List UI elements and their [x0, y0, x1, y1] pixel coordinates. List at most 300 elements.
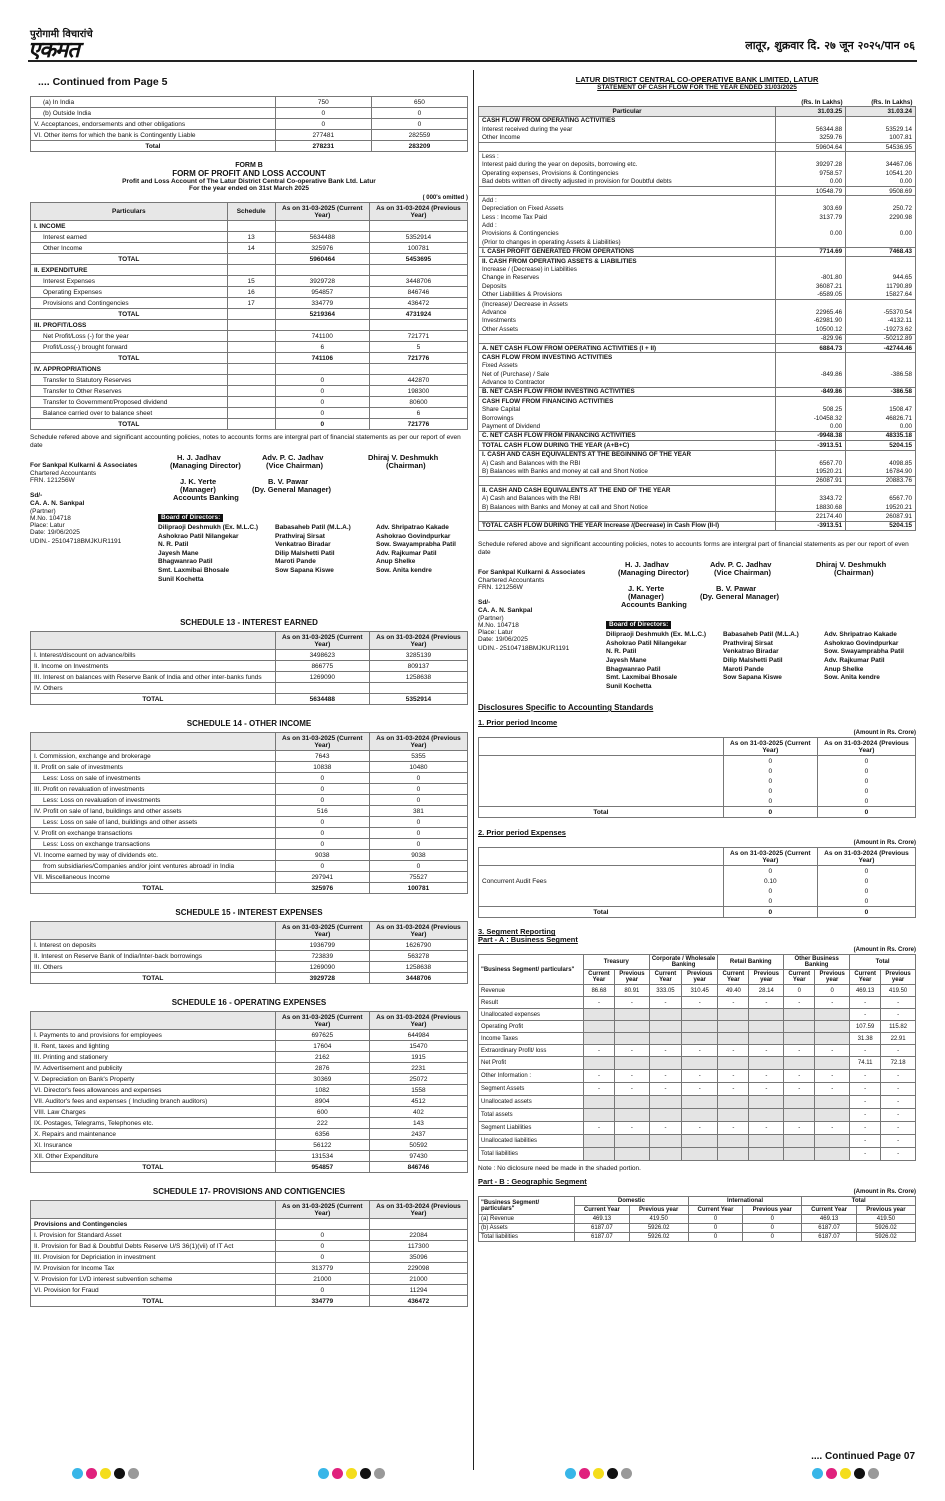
table-row [31, 119, 468, 130]
table-row [479, 766, 916, 776]
table-row [31, 962, 468, 973]
table-cell [275, 683, 369, 694]
table-cell [776, 379, 846, 388]
registration-dot [868, 1468, 879, 1479]
table-cell: 17 [227, 298, 275, 309]
table-cell: 741106 [275, 353, 369, 364]
table-cell: 723839 [275, 951, 369, 962]
table-cell: - [718, 1122, 749, 1135]
table-row [31, 141, 468, 152]
col-year: Current Year [718, 970, 749, 985]
table-cell [583, 1109, 614, 1122]
table-cell: - [881, 997, 916, 1009]
table-cell: Payment of Dividend [479, 422, 776, 431]
table-cell: 0 [688, 1233, 743, 1242]
signatory-name: J. K. Yerte [180, 477, 217, 486]
table-cell: - [850, 1122, 881, 1135]
segment-row [479, 985, 916, 997]
table-row [31, 672, 468, 683]
table-row [31, 883, 468, 894]
table-cell: 0 [369, 773, 467, 784]
table-cell [615, 1033, 650, 1045]
table-row [31, 1162, 468, 1173]
table-row [31, 320, 468, 331]
s17-title: SCHEDULE 17- PROVISIONS AND CONTIGENCIES [152, 1187, 346, 1196]
table-cell: 39297.28 [776, 161, 846, 169]
table-cell: TOTAL [31, 419, 228, 430]
table-cell: 9508.69 [846, 186, 916, 195]
director-name: Adv. Rajkumar Patil [376, 549, 437, 557]
table-cell: III. Others [31, 962, 276, 973]
table-cell: 0.00 [846, 422, 916, 431]
table-cell: - [718, 1045, 749, 1057]
table-cell: 15827.64 [846, 291, 916, 300]
table-cell: 117300 [369, 1241, 467, 1252]
table-cell: 5204.15 [846, 441, 916, 450]
table-cell: II. CASH FROM OPERATING ASSETS & LIABILITIES [479, 257, 776, 266]
cashflow-row [479, 221, 916, 229]
geo-row [479, 1215, 916, 1224]
table-cell: Other Information : [479, 1070, 584, 1083]
table-cell: III. Profit on revaluation of investments [31, 784, 276, 795]
table-cell: 0 [275, 795, 369, 806]
table-cell: 0 [275, 828, 369, 839]
cashflow-row [479, 486, 916, 495]
cashflow-row [479, 362, 916, 370]
col-year: Current Year [649, 970, 681, 985]
table-cell: 26087.91 [846, 512, 916, 521]
table-row [31, 1296, 468, 1307]
table-cell: 16 [227, 287, 275, 298]
table-cell [479, 186, 776, 195]
partner-name: CA. A. N. Sankpal [30, 500, 85, 507]
table-cell: - [682, 1122, 718, 1135]
col-international: International [688, 1197, 802, 1206]
table-row [31, 232, 468, 243]
ppe-title: 2. Prior period Expenses [478, 828, 566, 838]
col-current: As on 31-03-2025 (Current Year) [275, 1201, 369, 1219]
table-cell: VI. Provision for Fraud [31, 1285, 276, 1296]
table-cell: 0 [723, 807, 817, 818]
table-cell [718, 1096, 749, 1109]
table-cell [227, 309, 275, 320]
director-name: Sow. Swayamprabha Patil [824, 648, 904, 656]
board-label: Board of Directors: [158, 514, 223, 522]
table-row [31, 1252, 468, 1263]
table-cell: (b) Assets [479, 1224, 575, 1233]
table-cell: 1269090 [275, 672, 369, 683]
table-cell [479, 334, 776, 343]
table-cell: VIII. Law Charges [31, 1107, 276, 1118]
table-cell: 131534 [275, 1151, 369, 1162]
table-cell [275, 265, 369, 276]
table-cell: Share Capital [479, 406, 776, 414]
table-cell [615, 1148, 650, 1161]
table-cell: 469.13 [850, 985, 881, 997]
table-cell: 436472 [369, 298, 467, 309]
unit-label: (Rs. In Lakhs) [801, 98, 843, 106]
prior-expenses-table [478, 847, 916, 918]
director-name: Sow Sapana Kiswe [723, 674, 782, 682]
table-cell: 229098 [369, 1263, 467, 1274]
cashflow-row [479, 125, 916, 133]
table-cell: 1915 [369, 1052, 467, 1063]
table-cell [776, 353, 846, 362]
table-cell [776, 265, 846, 273]
table-row [31, 309, 468, 320]
table-cell: 8904 [275, 1096, 369, 1107]
cashflow-row [479, 317, 916, 325]
table-cell: 143 [369, 1118, 467, 1129]
table-cell: Total [479, 807, 724, 818]
signatory-name: J. K. Yerte [628, 584, 665, 594]
registration-dot [854, 1468, 865, 1479]
table-row [31, 940, 468, 951]
cashflow-row [479, 467, 916, 476]
table-cell: - [881, 1009, 916, 1021]
table-cell: TOTAL [31, 883, 276, 894]
table-row [31, 419, 468, 430]
table-cell: 30369 [275, 1074, 369, 1085]
table-cell: 9038 [369, 850, 467, 861]
table-cell: - [749, 1122, 784, 1135]
table-cell: - [583, 1070, 614, 1083]
signatory-name: Adv. P. C. Jadhav [710, 560, 772, 570]
table-cell: 198300 [369, 386, 467, 397]
table-cell: TOTAL CASH FLOW DURING THE YEAR (A+B+C) [479, 441, 776, 450]
table-cell: A) Cash and Balances with the RBI [479, 495, 776, 503]
table-cell: 5926.02 [856, 1224, 915, 1233]
table-cell: - [850, 1009, 881, 1021]
table-cell: 2876 [275, 1063, 369, 1074]
board-label: Board of Directors: [606, 621, 671, 629]
table-cell [776, 152, 846, 161]
table-cell: 0 [275, 861, 369, 872]
table-cell: Profit/Loss(-) brought forward [31, 342, 228, 353]
table-cell: Less : [479, 152, 776, 161]
table-cell: Add : [479, 196, 776, 205]
table-cell: Operating Profit [479, 1021, 584, 1033]
table-cell: 0 [723, 886, 817, 896]
table-cell: VI. Director's fees allowances and expenses [31, 1085, 276, 1096]
table-cell: Less: Loss on revaluation of investments [31, 795, 276, 806]
schedule-14-table [30, 732, 468, 894]
table-row [31, 1129, 468, 1140]
schedule-15-table [30, 921, 468, 984]
table-cell [682, 1009, 718, 1021]
table-cell: Less : Income Tax Paid [479, 213, 776, 221]
table-cell: II. Profit on sale of investments [31, 762, 276, 773]
signatory-role: (Dy. General Manager) [252, 485, 332, 494]
table-cell: 6356 [275, 1129, 369, 1140]
director-name: Dilipraoji Deshmukh (Ex. M.L.C.) [158, 524, 259, 531]
table-cell: 19520.21 [776, 467, 846, 476]
table-cell [275, 364, 369, 375]
table-cell [846, 221, 916, 229]
table-cell [776, 196, 846, 205]
cashflow-row [479, 459, 916, 467]
table-cell: 954857 [275, 1162, 369, 1173]
table-cell: 59604.64 [776, 142, 846, 151]
col-year: Current Year [784, 970, 815, 985]
table-cell: 0.10 [723, 876, 817, 886]
table-cell: - [881, 1135, 916, 1148]
table-cell [846, 257, 916, 266]
signatory-role: (Vice Chairman) [266, 461, 323, 470]
table-cell: Borrowings [479, 414, 776, 422]
table-cell: 6884.73 [776, 343, 846, 352]
table-cell: - [815, 1070, 850, 1083]
table-cell: 5926.02 [629, 1233, 688, 1242]
table-cell: 0 [275, 397, 369, 408]
cashflow-row [479, 450, 916, 459]
table-cell [749, 1009, 784, 1021]
table-cell: Segment Liabilities [479, 1122, 584, 1135]
table-cell: 1936799 [275, 940, 369, 951]
col-retail: Retail Banking [718, 955, 784, 970]
table-cell: Total assets [479, 1109, 584, 1122]
table-cell: Advance [479, 308, 776, 316]
table-cell [227, 320, 275, 331]
table-cell: 11790.89 [846, 282, 916, 290]
col-current: As on 31-03-2025 (Current Year) [275, 632, 369, 650]
disclosures-title: Disclosures Specific to Accounting Standards [478, 703, 654, 713]
cashflow-row [479, 343, 916, 352]
table-cell: 7714.69 [776, 247, 846, 256]
table-cell: Unallocated assets [479, 1096, 584, 1109]
table-cell [615, 1021, 650, 1033]
director-name: Ashokrao Govindpurkar [824, 639, 899, 647]
table-cell [749, 1148, 784, 1161]
table-cell [815, 1057, 850, 1070]
director-name: Smt. Laxmibai Bhosale [158, 567, 230, 574]
table-row [31, 784, 468, 795]
table-cell: Interest paid during the year on deposits, borrowing etc. [479, 161, 776, 169]
table-cell: 10480 [369, 762, 467, 773]
table-row [31, 1085, 468, 1096]
cashflow-row [479, 265, 916, 273]
col-year: Previous year [629, 1206, 688, 1215]
table-row [31, 1241, 468, 1252]
col-current: As on 31-03-2025 (Current Year) [723, 848, 817, 866]
table-cell: 4731924 [369, 309, 467, 320]
col-total: Total [850, 955, 916, 970]
table-cell: 2231 [369, 1063, 467, 1074]
segment-note: Note : No diclosure need be made in the shaded portion. [478, 1165, 641, 1173]
table-cell [749, 1021, 784, 1033]
sig-text: Date: 19/06/2025 [478, 636, 528, 644]
table-cell [227, 353, 275, 364]
table-cell: 28.14 [749, 985, 784, 997]
table-cell [776, 486, 846, 495]
segment-row [479, 1021, 916, 1033]
table-row [31, 1118, 468, 1129]
table-cell: 18830.68 [776, 503, 846, 512]
table-cell: 11294 [369, 1285, 467, 1296]
table-row [31, 795, 468, 806]
table-cell: - [583, 1083, 614, 1096]
segment-title: 3. Segment Reporting [478, 927, 556, 937]
table-cell: Transfer to Other Reserves [31, 386, 228, 397]
table-cell [718, 1021, 749, 1033]
table-cell: 0 [743, 1215, 802, 1224]
table-cell: - [682, 997, 718, 1009]
table-cell: - [881, 1045, 916, 1057]
table-cell: 50592 [369, 1140, 467, 1151]
table-cell: - [850, 997, 881, 1009]
table-cell: 0 [369, 839, 467, 850]
table-row [31, 973, 468, 984]
table-cell [846, 353, 916, 362]
business-segment-table [478, 954, 916, 1161]
table-cell: 22174.40 [776, 512, 846, 521]
table-row [31, 331, 468, 342]
table-cell: -3913.51 [776, 441, 846, 450]
signatory-role: (Dy. General Manager) [700, 592, 780, 602]
table-row [31, 683, 468, 694]
table-cell: 5926.02 [856, 1233, 915, 1242]
col-year: Previous year [881, 970, 916, 985]
table-cell: Change in Reserves [479, 274, 776, 282]
segment-row [479, 1148, 916, 1161]
table-row [479, 756, 916, 767]
table-row [31, 298, 468, 309]
s16-title: SCHEDULE 16 - OPERATING EXPENSES [171, 998, 327, 1007]
table-cell: Interest Expenses [31, 276, 228, 287]
table-cell: 0 [784, 985, 815, 997]
cashflow-row [479, 213, 916, 221]
col-current: As on 31-03-2025 (Current Year) [723, 738, 817, 756]
geo-row [479, 1224, 916, 1233]
table-cell: 3498623 [275, 650, 369, 661]
table-cell: 0 [723, 796, 817, 807]
table-cell: 6187.07 [802, 1233, 857, 1242]
table-cell: XI. Insurance [31, 1140, 276, 1151]
sig-text: (Partner) [30, 508, 56, 515]
table-cell: IV. Advertisement and publicity [31, 1063, 276, 1074]
table-row [31, 839, 468, 850]
table-cell: -4132.11 [846, 317, 916, 325]
udin: UDIN.- 25104718BMJKUR1191 [478, 645, 570, 653]
cashflow-row [479, 196, 916, 205]
table-cell: 16784.90 [846, 467, 916, 476]
table-cell [682, 1096, 718, 1109]
table-cell: - [881, 1109, 916, 1122]
table-cell [369, 683, 467, 694]
signatory-name: Dhiraj V. Deshmukh [368, 453, 439, 462]
table-cell: - [615, 1045, 650, 1057]
table-cell: Total liabilities [479, 1148, 584, 1161]
signature-block [30, 454, 468, 604]
schedule-note: Schedule refered above and significant accounting policies, notes to accounts forms are intergral part of financial statements as per our report of even date [30, 434, 461, 449]
col-year: Previous year [743, 1206, 802, 1215]
table-row [479, 866, 916, 877]
signatory-name: B. V. Pawar [716, 584, 757, 594]
table-cell: - [749, 1083, 784, 1096]
sig-text: M.No. 104718 [478, 622, 519, 630]
table-cell: - [682, 1045, 718, 1057]
table-cell: 282559 [371, 130, 467, 141]
table-row [31, 1052, 468, 1063]
table-cell: - [784, 1045, 815, 1057]
director-name: Jayesh Mane [158, 549, 199, 557]
table-cell: 3343.72 [776, 495, 846, 503]
signatory-role: (Manager) [628, 592, 664, 602]
table-cell [275, 320, 369, 331]
table-cell [227, 265, 275, 276]
table-row [31, 375, 468, 386]
firm-name: For Sankpal Kulkarni & Associates [30, 462, 138, 469]
col-year: Previous year [682, 970, 718, 985]
table-row [31, 1274, 468, 1285]
director-name: Dilip Malshetti Patil [275, 549, 335, 557]
table-row [31, 1263, 468, 1274]
table-cell: 56344.88 [776, 125, 846, 133]
table-cell: 0.00 [846, 178, 916, 187]
registration-dot [346, 1468, 357, 1479]
table-cell: 0 [743, 1224, 802, 1233]
left-column [30, 74, 468, 1307]
col-total: Total [802, 1197, 916, 1206]
col-domestic: Domestic [575, 1197, 689, 1206]
table-cell: -801.80 [776, 274, 846, 282]
table-cell: 313779 [275, 1263, 369, 1274]
table-cell: Other Assets [479, 325, 776, 334]
table-cell [776, 450, 846, 459]
registration-dot [86, 1468, 97, 1479]
director-name: Jayesh Mane [606, 656, 647, 664]
table-row [31, 97, 468, 108]
signatory-role: (Chairman) [834, 568, 874, 578]
table-row [31, 951, 468, 962]
table-cell: 0 [275, 408, 369, 419]
table-cell: II. Rent, taxes and lighting [31, 1041, 276, 1052]
table-cell [649, 1021, 681, 1033]
table-cell: 0 [275, 375, 369, 386]
cashflow-row [479, 238, 916, 247]
segment-row [479, 1033, 916, 1045]
table-cell: -42744.46 [846, 343, 916, 352]
table-cell: - [583, 1045, 614, 1057]
table-cell: - [615, 1083, 650, 1096]
table-cell: Extraordinary Profit/ loss [479, 1045, 584, 1057]
director-name: Dilipraoji Deshmukh (Ex. M.L.C.) [606, 631, 707, 639]
column-divider [473, 70, 474, 1470]
table-row [31, 397, 468, 408]
table-cell [227, 342, 275, 353]
registration-marks [72, 1468, 139, 1479]
table-cell: 1258638 [369, 962, 467, 973]
table-cell [718, 1109, 749, 1122]
table-cell [749, 1109, 784, 1122]
table-row [31, 342, 468, 353]
table-cell [749, 1033, 784, 1045]
table-cell: Increase / (Decrease) in Liabilities [479, 265, 776, 273]
table-cell: 0 [817, 807, 915, 818]
formb-title: FORM B [235, 162, 263, 169]
table-cell: C. NET CASH FLOW FROM FINANCING ACTIVITIES [479, 431, 776, 440]
sig-text: Sd/- [30, 492, 43, 499]
table-cell: 9038 [275, 850, 369, 861]
table-row [31, 1219, 468, 1230]
table-cell [784, 1135, 815, 1148]
cashflow-row [479, 282, 916, 290]
table-cell: 2162 [275, 1052, 369, 1063]
cashflow-row [479, 512, 916, 521]
table-cell: - [682, 1070, 718, 1083]
col-schedule: Schedule [227, 203, 275, 221]
table-cell: 0 [275, 1285, 369, 1296]
